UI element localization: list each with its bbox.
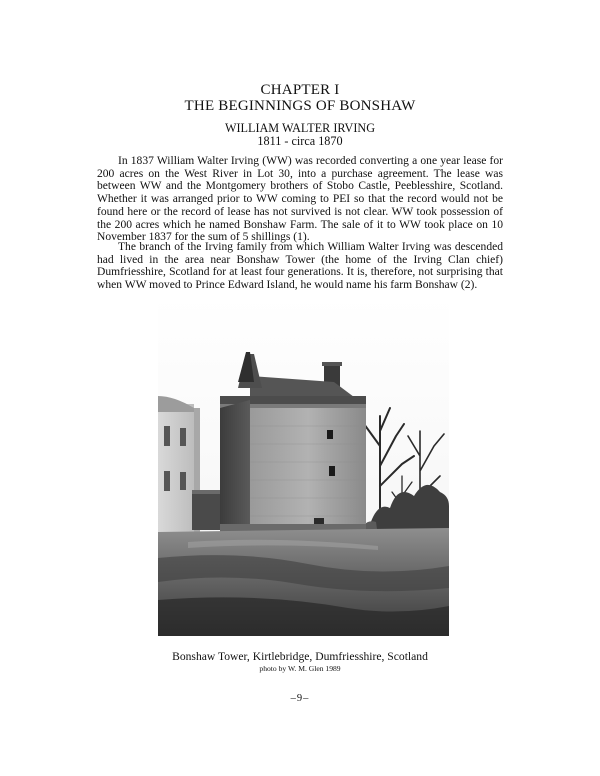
page-number: –9– — [290, 693, 310, 704]
bonshaw-tower-photo — [158, 296, 449, 636]
body-paragraph-2 — [97, 241, 503, 292]
body-paragraph-1 — [97, 155, 503, 244]
photo-credit: photo by W. M. Glen 1989 — [259, 664, 341, 673]
figure-caption: Bonshaw Tower, Kirtlebridge, Dumfriesshire, Scotland — [172, 650, 428, 663]
subject-heading — [0, 122, 600, 148]
chapter-number: CHAPTER I — [260, 82, 340, 98]
paragraph-text: In 1837 William Walter Irving (WW) was recorded converting a one year lease for 200 acres on the West River in Lot 30, into a purchase agreement. The lease was between WW and the Montgomery brothers of Stobo Castle, Peeblesshire, Scotland. Whether it was arranged prior to WW coming to PEI so that the record would not be found here or the record of lease has not survived is not clear. WW took possession of the 200 acres which he named Bonshaw Farm. The sale of it to WW took place on 10 November 1837 for the sum of 5 shillings (1). — [97, 155, 503, 244]
chapter-title: THE BEGINNINGS OF BONSHAW — [184, 98, 416, 114]
paragraph-text: The branch of the Irving family from which William Walter Irving was descended had lived in the area near Bonshaw Tower (the home of the Irving Clan chief) Dumfriesshire, Scotland for at least four generations. It is, therefore, not surprising that when WW moved to Prince Edward Island, he would name his farm Bonshaw (2). — [97, 241, 503, 292]
subject-name: WILLIAM WALTER IRVING — [225, 121, 375, 135]
subject-dates: 1811 - circa 1870 — [257, 134, 343, 148]
chapter-heading — [0, 82, 600, 114]
